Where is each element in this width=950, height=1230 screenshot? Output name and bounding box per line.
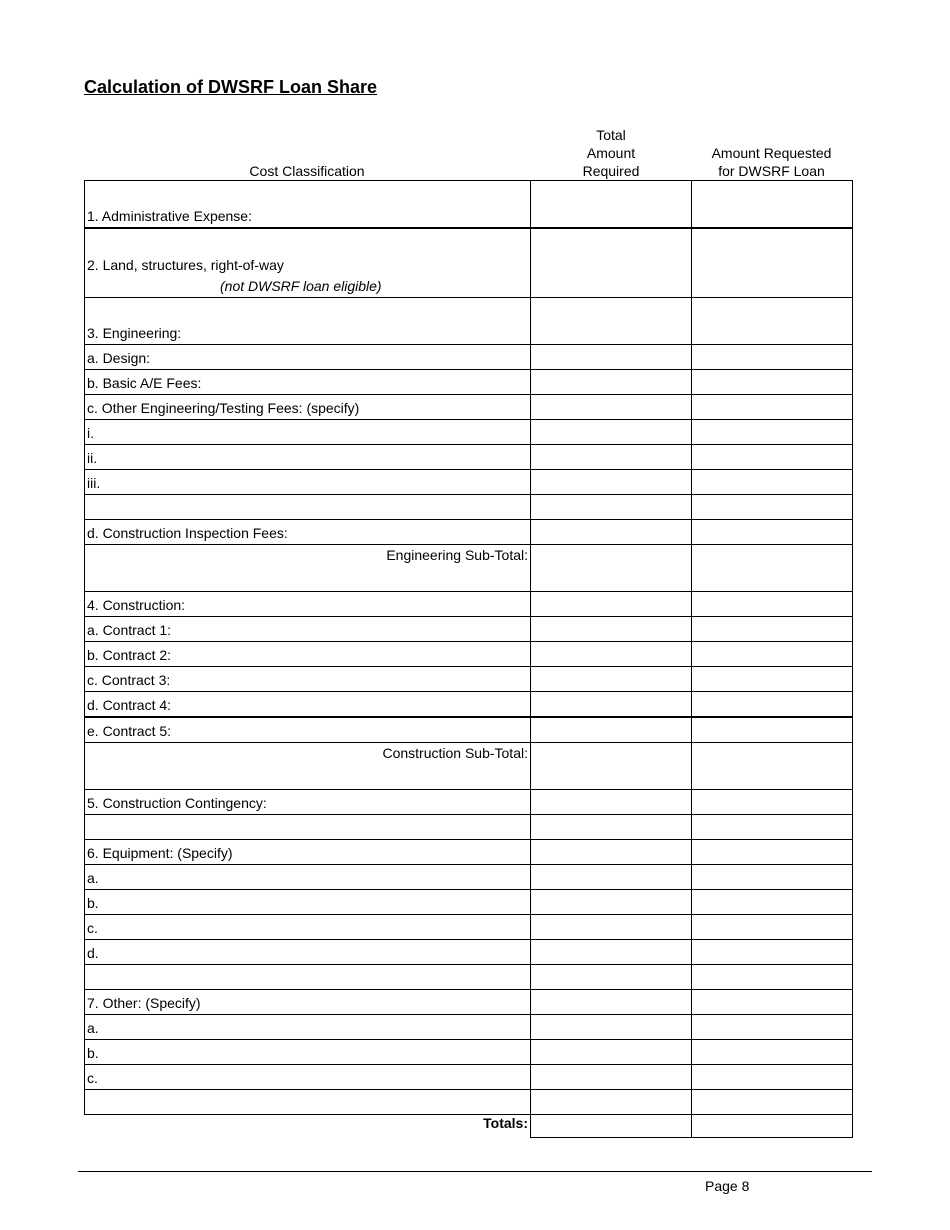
total-cell[interactable] bbox=[531, 642, 692, 667]
requested-cell[interactable] bbox=[692, 420, 853, 445]
total-cell[interactable] bbox=[531, 181, 692, 229]
row-label-totals: Totals: bbox=[85, 1115, 531, 1138]
requested-cell[interactable] bbox=[692, 815, 853, 840]
totals-row bbox=[85, 1115, 853, 1138]
total-cell[interactable] bbox=[531, 965, 692, 990]
table-row bbox=[85, 642, 853, 667]
requested-cell[interactable] bbox=[692, 395, 853, 420]
row-label-blank bbox=[85, 815, 531, 840]
total-cell[interactable] bbox=[531, 298, 692, 345]
header-amount-requested bbox=[691, 144, 852, 180]
row-label-admin: 1. Administrative Expense: bbox=[85, 181, 531, 229]
row-label-other-engineering: c. Other Engineering/Testing Fees: (specify) bbox=[85, 395, 531, 420]
table-row bbox=[85, 815, 853, 840]
row-label-blank bbox=[85, 965, 531, 990]
requested-cell[interactable] bbox=[692, 865, 853, 890]
table-row bbox=[85, 370, 853, 395]
row-label-construction-subtotal: Construction Sub-Total: bbox=[85, 743, 531, 790]
table-row bbox=[85, 545, 853, 592]
requested-cell[interactable] bbox=[692, 445, 853, 470]
requested-cell[interactable] bbox=[692, 743, 853, 790]
row-label-construction: 4. Construction: bbox=[85, 592, 531, 617]
requested-cell[interactable] bbox=[692, 345, 853, 370]
total-cell[interactable] bbox=[531, 890, 692, 915]
requested-cell[interactable] bbox=[692, 495, 853, 520]
row-label-blank bbox=[85, 1090, 531, 1115]
total-cell[interactable] bbox=[531, 370, 692, 395]
table-row bbox=[85, 1090, 853, 1115]
header-total-line-2: Amount bbox=[586, 145, 636, 161]
row-label-contract-4: d. Contract 4: bbox=[85, 692, 531, 718]
row-label-inspection-fees: d. Construction Inspection Fees: bbox=[85, 520, 531, 545]
table-row bbox=[85, 495, 853, 520]
requested-cell[interactable] bbox=[692, 1015, 853, 1040]
total-cell[interactable] bbox=[531, 1090, 692, 1115]
table-row bbox=[85, 181, 853, 229]
requested-cell[interactable] bbox=[692, 990, 853, 1015]
total-cell[interactable] bbox=[531, 840, 692, 865]
page-title: Calculation of DWSRF Loan Share bbox=[84, 77, 378, 97]
header-cost-classification: Cost Classification bbox=[249, 163, 365, 179]
total-cell[interactable] bbox=[531, 420, 692, 445]
row-label-land bbox=[85, 228, 531, 298]
requested-cell[interactable] bbox=[692, 298, 853, 345]
land-note: (not DWSRF loan eligible) bbox=[220, 278, 382, 294]
total-cell[interactable] bbox=[531, 1065, 692, 1090]
table-row bbox=[85, 667, 853, 692]
row-label-eng-i: i. bbox=[85, 420, 531, 445]
row-label-equipment: 6. Equipment: (Specify) bbox=[85, 840, 531, 865]
land-label: 2. Land, structures, right-of-way bbox=[87, 257, 284, 273]
total-cell[interactable] bbox=[531, 395, 692, 420]
requested-cell[interactable] bbox=[692, 1040, 853, 1065]
total-cell[interactable] bbox=[531, 667, 692, 692]
total-cell[interactable] bbox=[531, 692, 692, 718]
requested-cell[interactable] bbox=[692, 890, 853, 915]
requested-cell[interactable] bbox=[692, 915, 853, 940]
row-label-contract-1: a. Contract 1: bbox=[85, 617, 531, 642]
table-row bbox=[85, 940, 853, 965]
requested-cell[interactable] bbox=[692, 181, 853, 229]
row-label-engineering-subtotal: Engineering Sub-Total: bbox=[85, 545, 531, 592]
requested-cell[interactable] bbox=[692, 965, 853, 990]
total-cell[interactable] bbox=[531, 1015, 692, 1040]
total-cell[interactable] bbox=[531, 545, 692, 592]
requested-cell[interactable] bbox=[692, 370, 853, 395]
table-row bbox=[85, 298, 853, 345]
header-total-amount-required bbox=[531, 126, 691, 180]
table-row bbox=[85, 1040, 853, 1065]
row-label-other-a: a. bbox=[85, 1015, 531, 1040]
cost-table bbox=[84, 180, 853, 1138]
row-label-contract-2: b. Contract 2: bbox=[85, 642, 531, 667]
row-label-equipment-d: d. bbox=[85, 940, 531, 965]
requested-sum-cell[interactable] bbox=[692, 1115, 853, 1138]
table-row bbox=[85, 865, 853, 890]
total-sum-cell[interactable] bbox=[531, 1115, 692, 1138]
header-total-line-3: Required bbox=[582, 163, 640, 179]
row-label-equipment-b: b. bbox=[85, 890, 531, 915]
table-row bbox=[85, 990, 853, 1015]
row-label-engineering: 3. Engineering: bbox=[85, 298, 531, 345]
requested-cell[interactable] bbox=[692, 1090, 853, 1115]
total-cell[interactable] bbox=[531, 990, 692, 1015]
table-row bbox=[85, 717, 853, 743]
table-row bbox=[85, 228, 853, 298]
table-row bbox=[85, 345, 853, 370]
table-row bbox=[85, 743, 853, 790]
total-cell[interactable] bbox=[531, 790, 692, 815]
row-label-other-c: c. bbox=[85, 1065, 531, 1090]
total-cell[interactable] bbox=[531, 495, 692, 520]
row-label-equipment-c: c. bbox=[85, 915, 531, 940]
page-number: Page 8 bbox=[705, 1178, 750, 1194]
row-label-other: 7. Other: (Specify) bbox=[85, 990, 531, 1015]
row-label-blank bbox=[85, 495, 531, 520]
requested-cell[interactable] bbox=[692, 940, 853, 965]
table-row bbox=[85, 617, 853, 642]
total-cell[interactable] bbox=[531, 445, 692, 470]
row-label-equipment-a: a. bbox=[85, 865, 531, 890]
table-row bbox=[85, 445, 853, 470]
table-row bbox=[85, 692, 853, 718]
table-row bbox=[85, 840, 853, 865]
row-label-contract-3: c. Contract 3: bbox=[85, 667, 531, 692]
total-cell[interactable] bbox=[531, 470, 692, 495]
row-label-other-b: b. bbox=[85, 1040, 531, 1065]
requested-cell[interactable] bbox=[692, 717, 853, 743]
total-cell[interactable] bbox=[531, 815, 692, 840]
total-cell[interactable] bbox=[531, 520, 692, 545]
footer-divider bbox=[78, 1171, 872, 1172]
requested-cell[interactable] bbox=[692, 692, 853, 718]
total-cell[interactable] bbox=[531, 228, 692, 298]
table-row bbox=[85, 890, 853, 915]
row-label-eng-iii: iii. bbox=[85, 470, 531, 495]
header-total-line-1: Total bbox=[596, 127, 626, 143]
table-row bbox=[85, 592, 853, 617]
table-row bbox=[85, 470, 853, 495]
total-cell[interactable] bbox=[531, 865, 692, 890]
table-row bbox=[85, 1015, 853, 1040]
table-row bbox=[85, 790, 853, 815]
total-cell[interactable] bbox=[531, 717, 692, 743]
row-label-contract-5: e. Contract 5: bbox=[85, 717, 531, 743]
total-cell[interactable] bbox=[531, 743, 692, 790]
row-label-eng-ii: ii. bbox=[85, 445, 531, 470]
table-row bbox=[85, 395, 853, 420]
total-cell[interactable] bbox=[531, 345, 692, 370]
row-label-basic-ae-fees: b. Basic A/E Fees: bbox=[85, 370, 531, 395]
header-requested-line-2: for DWSRF Loan bbox=[718, 163, 825, 179]
total-cell[interactable] bbox=[531, 617, 692, 642]
requested-cell[interactable] bbox=[692, 545, 853, 592]
table-row bbox=[85, 520, 853, 545]
requested-cell[interactable] bbox=[692, 642, 853, 667]
table-row bbox=[85, 1065, 853, 1090]
requested-cell[interactable] bbox=[692, 228, 853, 298]
requested-cell[interactable] bbox=[692, 1065, 853, 1090]
header-requested-line-1: Amount Requested bbox=[711, 145, 832, 161]
requested-cell[interactable] bbox=[692, 470, 853, 495]
requested-cell[interactable] bbox=[692, 840, 853, 865]
requested-cell[interactable] bbox=[692, 617, 853, 642]
row-label-design: a. Design: bbox=[85, 345, 531, 370]
total-cell[interactable] bbox=[531, 940, 692, 965]
total-cell[interactable] bbox=[531, 1040, 692, 1065]
table-row bbox=[85, 420, 853, 445]
requested-cell[interactable] bbox=[692, 667, 853, 692]
total-cell[interactable] bbox=[531, 592, 692, 617]
table-row bbox=[85, 965, 853, 990]
row-label-contingency: 5. Construction Contingency: bbox=[85, 790, 531, 815]
table-row bbox=[85, 915, 853, 940]
requested-cell[interactable] bbox=[692, 790, 853, 815]
requested-cell[interactable] bbox=[692, 592, 853, 617]
total-cell[interactable] bbox=[531, 915, 692, 940]
requested-cell[interactable] bbox=[692, 520, 853, 545]
